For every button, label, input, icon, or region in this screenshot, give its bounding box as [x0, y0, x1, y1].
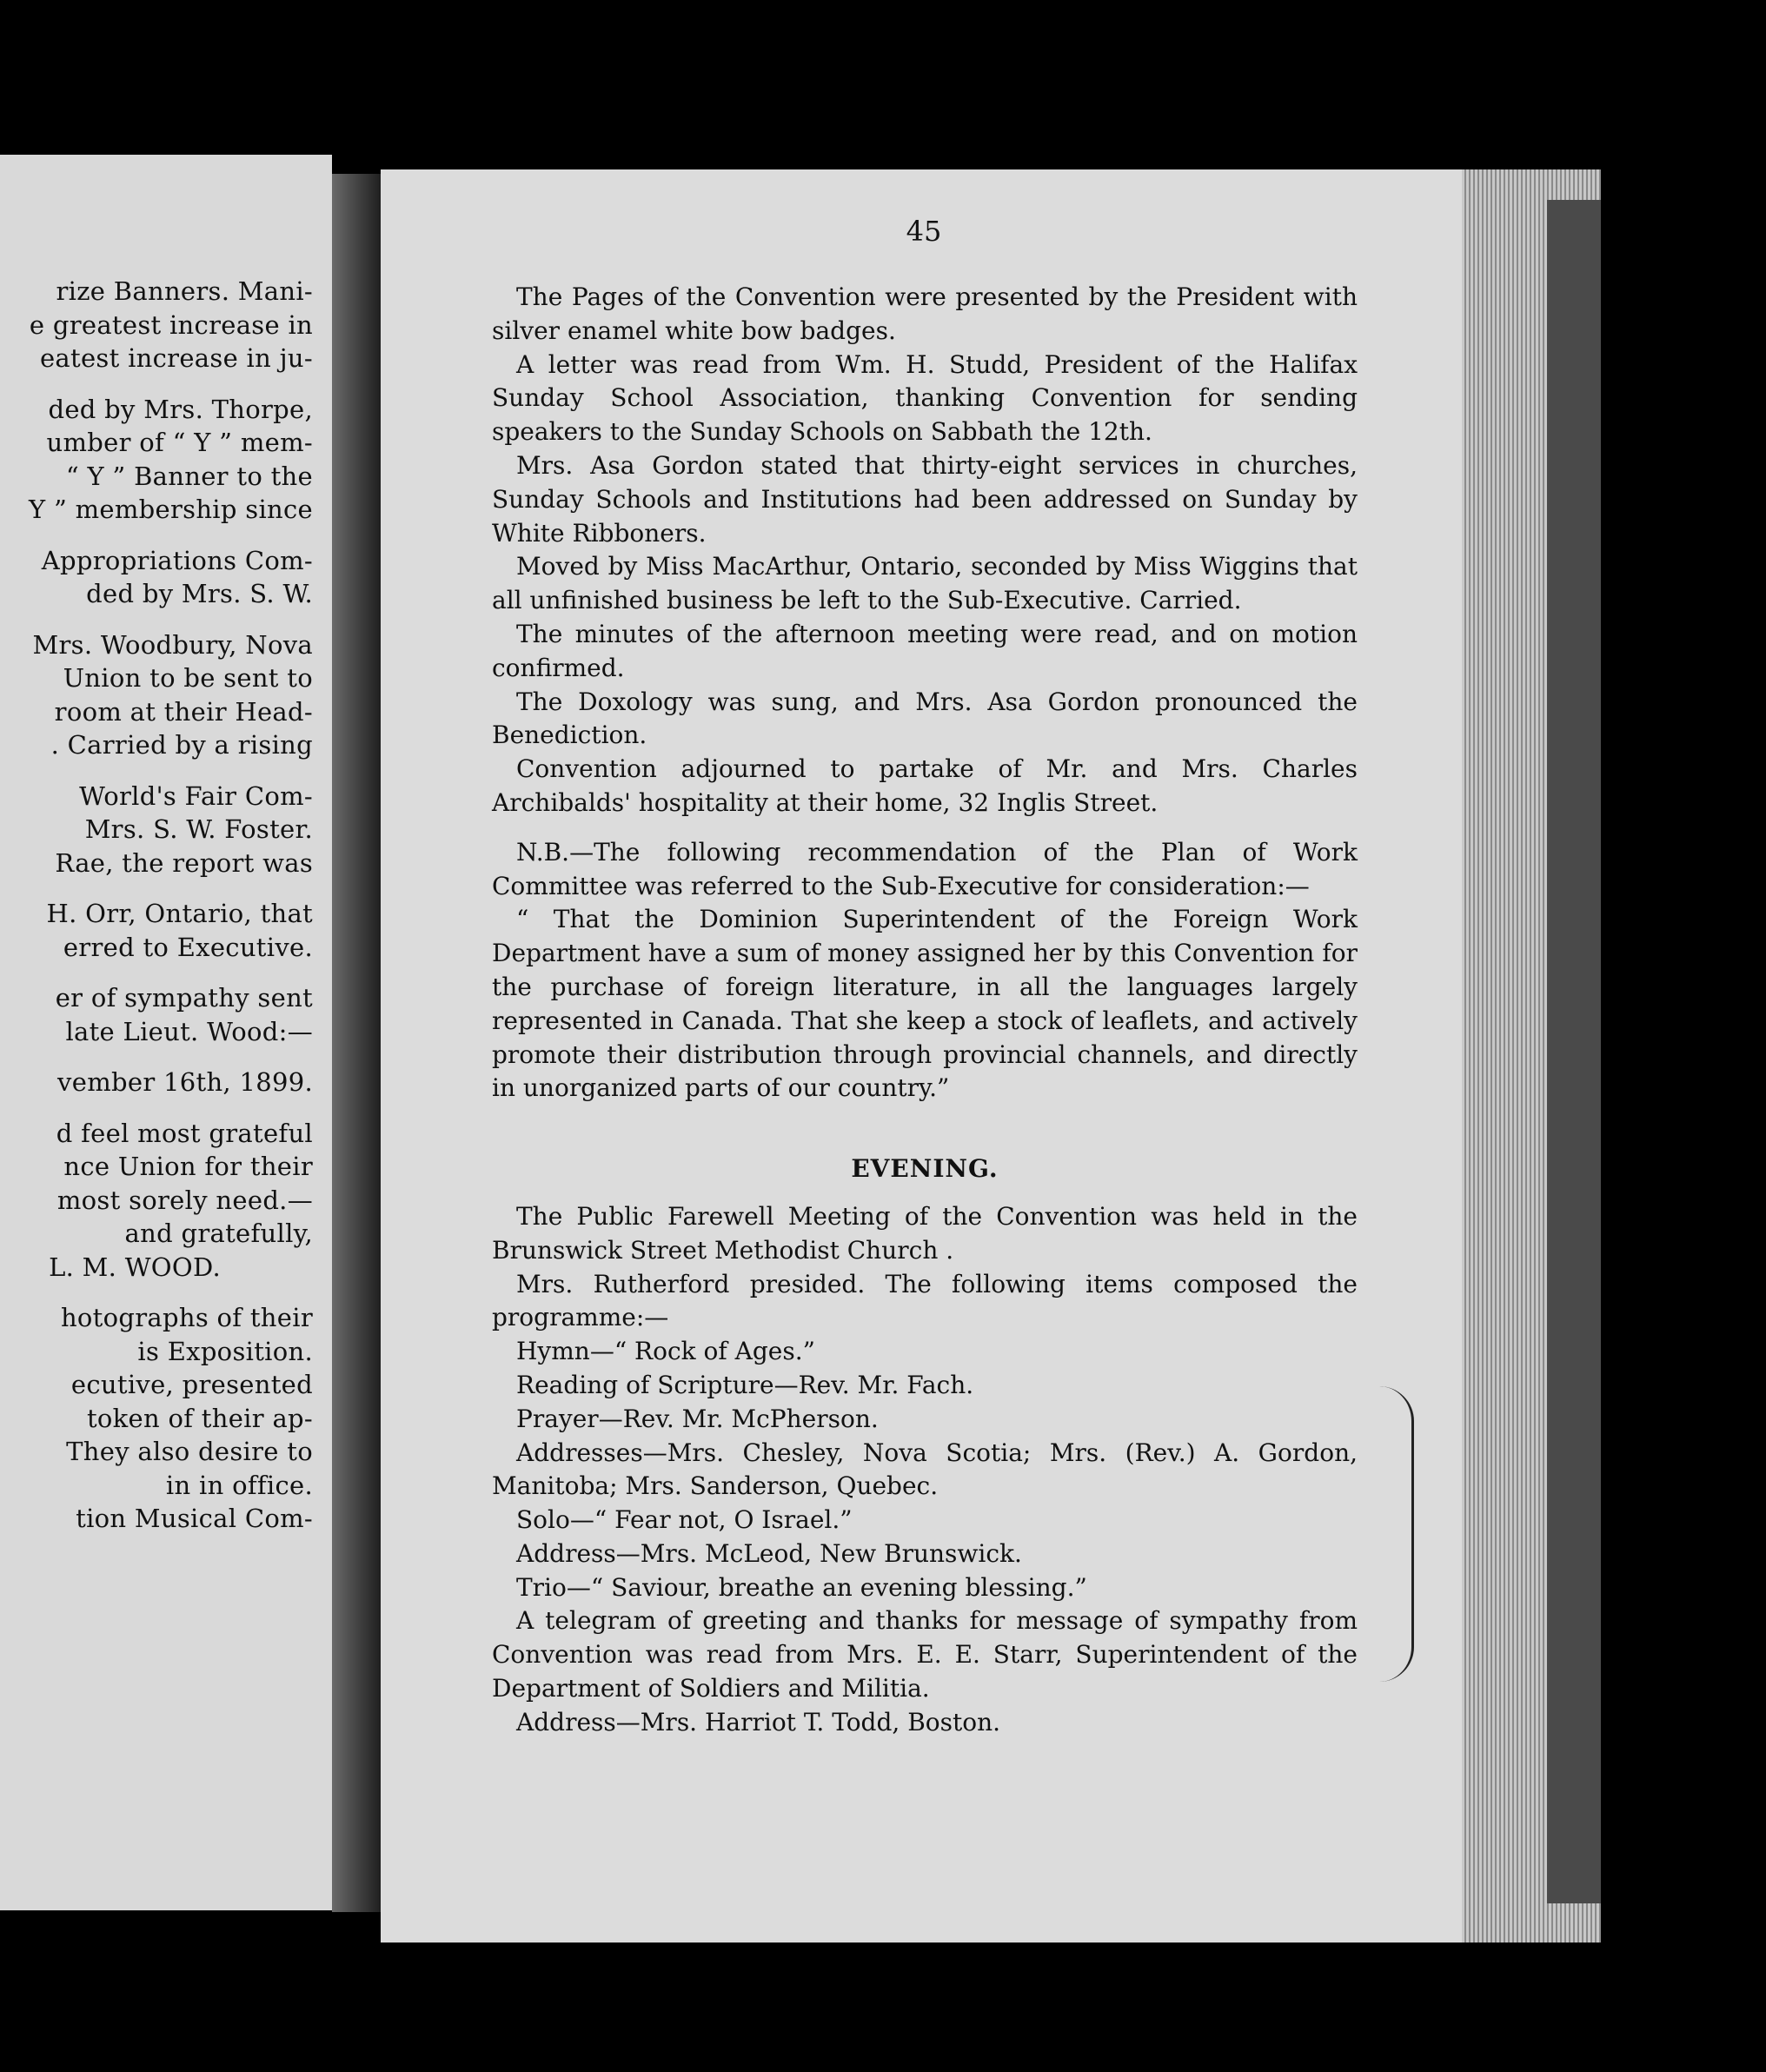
programme-item: Addresses—Mrs. Chesley, Nova Scotia; Mrs. (Rev.) A. Gordon, Manitoba; Mrs. Sanderson, Quebec.: [492, 1438, 1358, 1501]
left-page-line: L. M. WOOD.: [49, 1252, 221, 1282]
book-gutter: [332, 174, 384, 1912]
page-number: 45: [906, 215, 942, 248]
paragraph: The Doxology was sung, and Mrs. Asa Gordon pronounced the Benediction.: [492, 687, 1358, 750]
left-page-line: rize Banners. Mani-: [56, 276, 313, 306]
left-page-line: in in office.: [165, 1470, 313, 1500]
programme-item: Address—Mrs. McLeod, New Brunswick.: [516, 1538, 1022, 1568]
programme-item: Hymn—“ Rock of Ages.”: [516, 1337, 815, 1366]
left-page-line: eatest increase in ju-: [39, 343, 313, 373]
left-page-line: Y ” membership since: [28, 495, 313, 524]
paragraph: Mrs. Asa Gordon stated that thirty-eight services in churches, Sunday Schools and Institutions had been addressed on Sunday by White Ribboners.: [492, 450, 1358, 548]
paragraph: The Public Farewell Meeting of the Convention was held in the Brunswick Street Methodist Church .: [492, 1201, 1358, 1265]
paragraph: A letter was read from Wm. H. Studd, President of the Halifax Sunday School Association, thanking Convention for sending speakers to the Sunday Schools on Sabbath the 12th.: [492, 349, 1358, 447]
paragraph: Convention adjourned to partake of Mr. and Mrs. Charles Archibalds' hospitality at their home, 32 Inglis Street.: [492, 754, 1358, 817]
paragraph: The minutes of the afternoon meeting were read, and on motion confirmed.: [492, 619, 1358, 682]
left-page-line: . Carried by a rising: [50, 730, 313, 760]
left-page-line: e greatest increase in: [29, 309, 313, 340]
paragraph: The Pages of the Convention were presented by the President with silver enamel white bow badges.: [492, 282, 1358, 345]
left-page-line: token of their ap-: [86, 1403, 313, 1433]
programme-item: Prayer—Rev. Mr. McPherson.: [516, 1404, 879, 1433]
left-page-line: Mrs. Woodbury, Nova: [32, 629, 313, 660]
left-page-line: H. Orr, Ontario, that: [46, 899, 313, 928]
paragraph: Address—Mrs. Harriot T. Todd, Boston.: [516, 1707, 1001, 1737]
left-page-line: d feel most grateful: [56, 1118, 313, 1148]
left-page-line: Union to be sent to: [63, 663, 313, 693]
left-page-line: World's Fair Com-: [79, 780, 313, 811]
paragraph: Mrs. Rutherford presided. The following items composed the programme:—: [492, 1269, 1358, 1332]
section-heading: EVENING.: [851, 1154, 999, 1184]
left-page-line: nce Union for their: [63, 1152, 313, 1181]
left-page-line: hotographs of their: [60, 1303, 313, 1332]
programme-item: Trio—“ Saviour, breathe an evening blessing.”: [516, 1572, 1087, 1602]
right-page: [381, 169, 1467, 1942]
programme-item: Reading of Scripture—Rev. Mr. Fach.: [516, 1370, 974, 1399]
left-page-line: is Exposition.: [137, 1336, 313, 1366]
left-page-line: vember 16th, 1899.: [57, 1067, 313, 1097]
left-page-line: and gratefully,: [124, 1219, 313, 1248]
left-page-line: tion Musical Com-: [76, 1504, 313, 1533]
left-page: [0, 155, 332, 1910]
book-cover-edge: [1547, 200, 1601, 1903]
left-page-line: ecutive, presented: [70, 1370, 313, 1399]
left-page-line: Mrs. S. W. Foster.: [84, 814, 313, 844]
left-page-line: Rae, the report was: [55, 847, 313, 878]
paragraph: Moved by Miss MacArthur, Ontario, seconded by Miss Wiggins that all unfinished business be left to the Sub-Executive. Carried.: [492, 552, 1358, 615]
left-page-line: “ Y ” Banner to the: [65, 461, 313, 491]
quote-paragraph: “ That the Dominion Superintendent of the Foreign Work Department have a sum of money assigned her by this Convention for the purchase of foreign literature, in all the languages largely represented in Canada. That she keep a stock of leaflets, and actively promote their distribution through provincial channels, and directly in unorganized parts of our country.”: [492, 905, 1358, 1103]
page-body: [492, 281, 1358, 1740]
programme-item: Solo—“ Fear not, O Israel.”: [516, 1505, 853, 1535]
left-page-line: erred to Executive.: [63, 932, 313, 962]
pencil-bracket-mark: [1377, 1386, 1414, 1682]
left-page-line: room at their Head-: [54, 696, 313, 727]
left-page-line: most sorely need.—: [56, 1185, 313, 1215]
left-page-line: er of sympathy sent: [55, 983, 313, 1013]
left-page-line: ded by Mrs. Thorpe,: [48, 394, 313, 424]
left-page-line: umber of “ Y ” mem-: [46, 428, 313, 457]
nb-paragraph: N.B.—The following recommendation of the Plan of Work Committee was referred to the Sub-Executive for consideration:—: [492, 837, 1358, 900]
paragraph: A telegram of greeting and thanks for message of sympathy from Convention was read from Mrs. E. E. Starr, Superintendent of the Department of Soldiers and Militia.: [492, 1606, 1358, 1703]
left-page-line: ded by Mrs. S. W.: [86, 579, 313, 608]
left-page-line: late Lieut. Wood:—: [65, 1016, 313, 1046]
left-page-line: They also desire to: [66, 1437, 313, 1466]
left-page-line: Appropriations Com-: [41, 545, 313, 575]
